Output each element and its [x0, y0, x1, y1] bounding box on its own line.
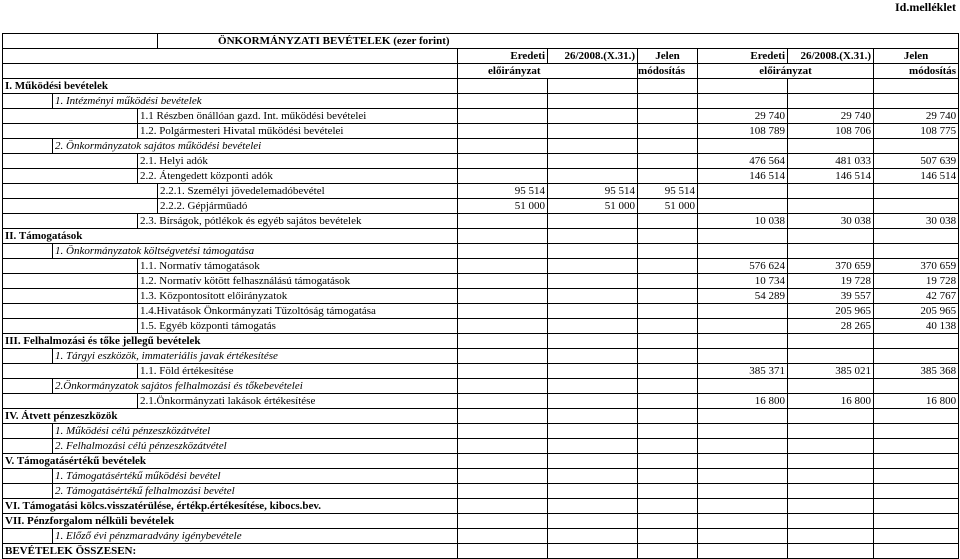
table-row [3, 124, 959, 139]
cell-v5: 19 728 [788, 274, 874, 289]
cell-v4 [698, 199, 788, 214]
cell-v5 [788, 244, 874, 259]
col-header-2: 26/2008.(X.31.) [548, 49, 638, 64]
cell-v3: 51 000 [638, 199, 698, 214]
cell-v2 [548, 289, 638, 304]
cell-v4 [698, 409, 788, 424]
cell-v6 [874, 94, 959, 109]
cell-v2 [548, 169, 638, 184]
cell-v6: 29 740 [874, 109, 959, 124]
cell-v1 [458, 379, 548, 394]
table-row [3, 454, 959, 469]
cell-v6 [874, 499, 959, 514]
cell-v3 [638, 364, 698, 379]
row-label: 2.2.2. Gépjárműadó [158, 199, 458, 214]
row-label: 1. Önkormányzatok költségvetési támogatása [53, 244, 458, 259]
cell-v6: 30 038 [874, 214, 959, 229]
cell-v4 [698, 244, 788, 259]
cell-v1 [458, 124, 548, 139]
cell-v4 [698, 454, 788, 469]
cell-v3 [638, 214, 698, 229]
column-header-row-2 [3, 64, 959, 79]
cell-v3 [638, 349, 698, 364]
cell-v4 [698, 304, 788, 319]
cell-v1 [458, 439, 548, 454]
cell-v6 [874, 244, 959, 259]
cell-v4: 10 734 [698, 274, 788, 289]
cell-v5: 16 800 [788, 394, 874, 409]
cell-v6 [874, 349, 959, 364]
cell-v3 [638, 469, 698, 484]
cell-v6: 205 965 [874, 304, 959, 319]
table-row [3, 139, 959, 154]
cell-v6 [874, 484, 959, 499]
table-row [3, 469, 959, 484]
cell-v2 [548, 109, 638, 124]
col-subheader-2: módosítás [638, 64, 698, 79]
cell-v1 [458, 364, 548, 379]
row-label: 1.1. Normatív támogatások [138, 259, 458, 274]
cell-v6 [874, 529, 959, 544]
cell-v6 [874, 229, 959, 244]
col-header-4: Eredeti [698, 49, 788, 64]
cell-v1: 51 000 [458, 199, 548, 214]
cell-v1 [458, 289, 548, 304]
cell-v5 [788, 484, 874, 499]
cell-v3 [638, 379, 698, 394]
table-row [3, 94, 959, 109]
col-subheader-1: előirányzat [458, 64, 638, 79]
table-row [3, 514, 959, 529]
cell-v5: 39 557 [788, 289, 874, 304]
cell-v2 [548, 469, 638, 484]
cell-v4: 576 624 [698, 259, 788, 274]
cell-v5 [788, 229, 874, 244]
cell-v3 [638, 154, 698, 169]
row-label: VI. Támogatási kölcs.visszatérülése, értékp.értékesítése, kibocs.bev. [3, 499, 458, 514]
cell-v4 [698, 229, 788, 244]
cell-v6 [874, 334, 959, 349]
table-row [3, 184, 959, 199]
table-row [3, 79, 959, 94]
cell-v3 [638, 229, 698, 244]
cell-v6 [874, 79, 959, 94]
cell-v3 [638, 334, 698, 349]
cell-v4: 54 289 [698, 289, 788, 304]
cell-v1 [458, 94, 548, 109]
row-label: 1.3. Központosított előirányzatok [138, 289, 458, 304]
cell-v1 [458, 349, 548, 364]
revenue-table [2, 33, 959, 559]
cell-v1: 95 514 [458, 184, 548, 199]
cell-v5 [788, 409, 874, 424]
cell-v1 [458, 79, 548, 94]
cell-v2 [548, 79, 638, 94]
cell-v2 [548, 364, 638, 379]
cell-v5: 385 021 [788, 364, 874, 379]
cell-v1 [458, 214, 548, 229]
cell-v2: 95 514 [548, 184, 638, 199]
cell-v6: 19 728 [874, 274, 959, 289]
cell-v4 [698, 319, 788, 334]
cell-v4 [698, 499, 788, 514]
cell-v1 [458, 259, 548, 274]
cell-v6 [874, 199, 959, 214]
row-label: 1.5. Egyéb központi támogatás [138, 319, 458, 334]
table-row [3, 439, 959, 454]
cell-v2 [548, 214, 638, 229]
cell-v5: 28 265 [788, 319, 874, 334]
cell-v6: 108 775 [874, 124, 959, 139]
cell-v6: 42 767 [874, 289, 959, 304]
cell-v5 [788, 529, 874, 544]
cell-v1 [458, 139, 548, 154]
cell-v2 [548, 319, 638, 334]
row-label: IV. Átvett pénzeszközök [3, 409, 458, 424]
cell-v2 [548, 544, 638, 559]
cell-v3 [638, 169, 698, 184]
cell-v4: 16 800 [698, 394, 788, 409]
cell-v6: 370 659 [874, 259, 959, 274]
cell-v5 [788, 379, 874, 394]
cell-v4 [698, 439, 788, 454]
cell-v6 [874, 514, 959, 529]
table-row [3, 154, 959, 169]
cell-v3 [638, 394, 698, 409]
cell-v1 [458, 274, 548, 289]
row-label: V. Támogatásértékű bevételek [3, 454, 458, 469]
table-row [3, 499, 959, 514]
cell-v2 [548, 154, 638, 169]
cell-v5 [788, 439, 874, 454]
cell-v6 [874, 439, 959, 454]
cell-v6: 507 639 [874, 154, 959, 169]
cell-v2 [548, 439, 638, 454]
cell-v3 [638, 139, 698, 154]
cell-v2 [548, 229, 638, 244]
table-row [3, 544, 959, 559]
cell-v2 [548, 139, 638, 154]
row-label: 1.2. Polgármesteri Hivatal működési bevételei [138, 124, 458, 139]
table-title: ÖNKORMÁNYZATI BEVÉTELEK (ezer forint) [158, 34, 959, 49]
table-row [3, 334, 959, 349]
cell-v2 [548, 304, 638, 319]
cell-v3 [638, 124, 698, 139]
table-row [3, 529, 959, 544]
row-label: 1. Működési célú pénzeszközátvétel [53, 424, 458, 439]
cell-v3 [638, 424, 698, 439]
row-label: BEVÉTELEK ÖSSZESEN: [3, 544, 458, 559]
cell-v4 [698, 469, 788, 484]
cell-v2 [548, 334, 638, 349]
cell-v4: 476 564 [698, 154, 788, 169]
cell-v6 [874, 469, 959, 484]
cell-v3 [638, 304, 698, 319]
cell-v4 [698, 484, 788, 499]
row-label: 2.Önkormányzatok sajátos felhalmozási és tőkebevételei [53, 379, 458, 394]
cell-v3 [638, 484, 698, 499]
cell-v2 [548, 259, 638, 274]
cell-v3 [638, 274, 698, 289]
row-label: 2.2. Átengedett központi adók [138, 169, 458, 184]
cell-v6: 146 514 [874, 169, 959, 184]
row-label: 2.2.1. Személyi jövedelemadóbevétel [158, 184, 458, 199]
table-row [3, 259, 959, 274]
cell-v2 [548, 424, 638, 439]
cell-v5 [788, 199, 874, 214]
table-row [3, 484, 959, 499]
row-label: 1. Előző évi pénzmaradvány igénybevétele [53, 529, 458, 544]
cell-v4 [698, 139, 788, 154]
cell-v2 [548, 349, 638, 364]
cell-v4: 10 038 [698, 214, 788, 229]
table-row [3, 424, 959, 439]
cell-v6: 16 800 [874, 394, 959, 409]
table-row [3, 364, 959, 379]
row-label: 1. Intézményi működési bevételek [53, 94, 458, 109]
cell-v5 [788, 424, 874, 439]
table-row [3, 289, 959, 304]
cell-v3 [638, 544, 698, 559]
cell-v5 [788, 94, 874, 109]
cell-v5: 108 706 [788, 124, 874, 139]
cell-v3 [638, 79, 698, 94]
cell-v5 [788, 79, 874, 94]
cell-v5: 29 740 [788, 109, 874, 124]
row-label: 2.1.Önkormányzati lakások értékesítése [138, 394, 458, 409]
cell-v4 [698, 184, 788, 199]
cell-v3 [638, 94, 698, 109]
cell-v4: 108 789 [698, 124, 788, 139]
table-row [3, 304, 959, 319]
cell-v4 [698, 514, 788, 529]
cell-v4 [698, 79, 788, 94]
cell-v6 [874, 409, 959, 424]
cell-v1 [458, 409, 548, 424]
cell-v1 [458, 154, 548, 169]
cell-v6 [874, 139, 959, 154]
cell-v1 [458, 424, 548, 439]
row-label: 1.2. Normatív kötött felhasználású támogatások [138, 274, 458, 289]
cell-v4 [698, 379, 788, 394]
cell-v6 [874, 424, 959, 439]
cell-v4: 385 371 [698, 364, 788, 379]
table-row [3, 109, 959, 124]
cell-v4 [698, 529, 788, 544]
table-row [3, 229, 959, 244]
row-label: 1.4.Hivatások Önkormányzati Tűzoltóság támogatása [138, 304, 458, 319]
cell-v2 [548, 124, 638, 139]
row-label: 2. Támogatásértékű felhalmozási bevétel [53, 484, 458, 499]
row-label: 1. Tárgyi eszközök, immateriális javak értékesítése [53, 349, 458, 364]
cell-v5 [788, 349, 874, 364]
cell-v5 [788, 139, 874, 154]
cell-v3 [638, 454, 698, 469]
cell-v1 [458, 394, 548, 409]
cell-v1 [458, 484, 548, 499]
cell-v1 [458, 454, 548, 469]
cell-v1 [458, 109, 548, 124]
table-row [3, 169, 959, 184]
cell-v4 [698, 424, 788, 439]
cell-v5 [788, 334, 874, 349]
row-label: II. Támogatások [3, 229, 458, 244]
cell-v1 [458, 169, 548, 184]
cell-v4 [698, 334, 788, 349]
table-row [3, 274, 959, 289]
cell-v6: 385 368 [874, 364, 959, 379]
cell-v5: 370 659 [788, 259, 874, 274]
row-label: III. Felhalmozási és tőke jellegű bevételek [3, 334, 458, 349]
cell-v3 [638, 499, 698, 514]
cell-v4 [698, 349, 788, 364]
cell-v6: 40 138 [874, 319, 959, 334]
row-label: 1.1. Föld értékesítése [138, 364, 458, 379]
cell-v2 [548, 484, 638, 499]
col-header-5: 26/2008.(X.31.) [788, 49, 874, 64]
table-row [3, 349, 959, 364]
cell-v3 [638, 319, 698, 334]
cell-v5: 30 038 [788, 214, 874, 229]
row-label: VII. Pénzforgalom nélküli bevételek [3, 514, 458, 529]
cell-v5: 205 965 [788, 304, 874, 319]
cell-v4: 146 514 [698, 169, 788, 184]
cell-v3 [638, 109, 698, 124]
cell-v3 [638, 514, 698, 529]
cell-v5 [788, 454, 874, 469]
cell-v3 [638, 529, 698, 544]
table-row [3, 244, 959, 259]
row-label: 1.1 Részben önállóan gazd. Int. működési bevételei [138, 109, 458, 124]
col-subheader-4: előirányzat [698, 64, 874, 79]
cell-v1 [458, 229, 548, 244]
row-label: 2. Felhalmozási célú pénzeszközátvétel [53, 439, 458, 454]
cell-v1 [458, 244, 548, 259]
cell-v6 [874, 544, 959, 559]
cell-v1 [458, 499, 548, 514]
cell-v5: 146 514 [788, 169, 874, 184]
table-row [3, 199, 959, 214]
cell-v1 [458, 514, 548, 529]
cell-v6 [874, 454, 959, 469]
column-header-row-1 [3, 49, 959, 64]
cell-v5: 481 033 [788, 154, 874, 169]
cell-v5 [788, 469, 874, 484]
cell-v5 [788, 514, 874, 529]
cell-v1 [458, 529, 548, 544]
cell-v3 [638, 259, 698, 274]
cell-v2 [548, 244, 638, 259]
cell-v2 [548, 529, 638, 544]
cell-v3 [638, 244, 698, 259]
row-label: 2. Önkormányzatok sajátos működési bevételei [53, 139, 458, 154]
cell-v3 [638, 409, 698, 424]
cell-v6 [874, 379, 959, 394]
cell-v1 [458, 304, 548, 319]
cell-v3 [638, 289, 698, 304]
table-row [3, 379, 959, 394]
cell-v2 [548, 94, 638, 109]
table-row [3, 214, 959, 229]
table-title-row [3, 34, 959, 49]
table-row [3, 409, 959, 424]
cell-v2 [548, 409, 638, 424]
cell-v1 [458, 319, 548, 334]
row-label: I. Működési bevételek [3, 79, 458, 94]
cell-v2 [548, 499, 638, 514]
cell-v2 [548, 514, 638, 529]
cell-v2 [548, 274, 638, 289]
cell-v4 [698, 94, 788, 109]
annex-label: Id.melléklet [895, 0, 956, 14]
row-label: 2.1. Helyi adók [138, 154, 458, 169]
cell-v1 [458, 469, 548, 484]
cell-v4: 29 740 [698, 109, 788, 124]
cell-v5 [788, 184, 874, 199]
cell-v5 [788, 499, 874, 514]
row-label: 1. Támogatásértékű működési bevétel [53, 469, 458, 484]
cell-v6 [874, 184, 959, 199]
cell-v2 [548, 379, 638, 394]
col-header-1: Eredeti [458, 49, 548, 64]
cell-v1 [458, 334, 548, 349]
row-label: 2.3. Bírságok, pótlékok és egyéb sajátos bevételek [138, 214, 458, 229]
cell-v3 [638, 439, 698, 454]
cell-v2: 51 000 [548, 199, 638, 214]
cell-v2 [548, 394, 638, 409]
cell-v3: 95 514 [638, 184, 698, 199]
col-header-3: Jelen [638, 49, 698, 64]
cell-v1 [458, 544, 548, 559]
col-header-6: Jelen [874, 49, 959, 64]
table-row [3, 394, 959, 409]
table-row [3, 319, 959, 334]
col-subheader-6: módosítás [874, 64, 959, 79]
cell-v4 [698, 544, 788, 559]
cell-v5 [788, 544, 874, 559]
cell-v2 [548, 454, 638, 469]
